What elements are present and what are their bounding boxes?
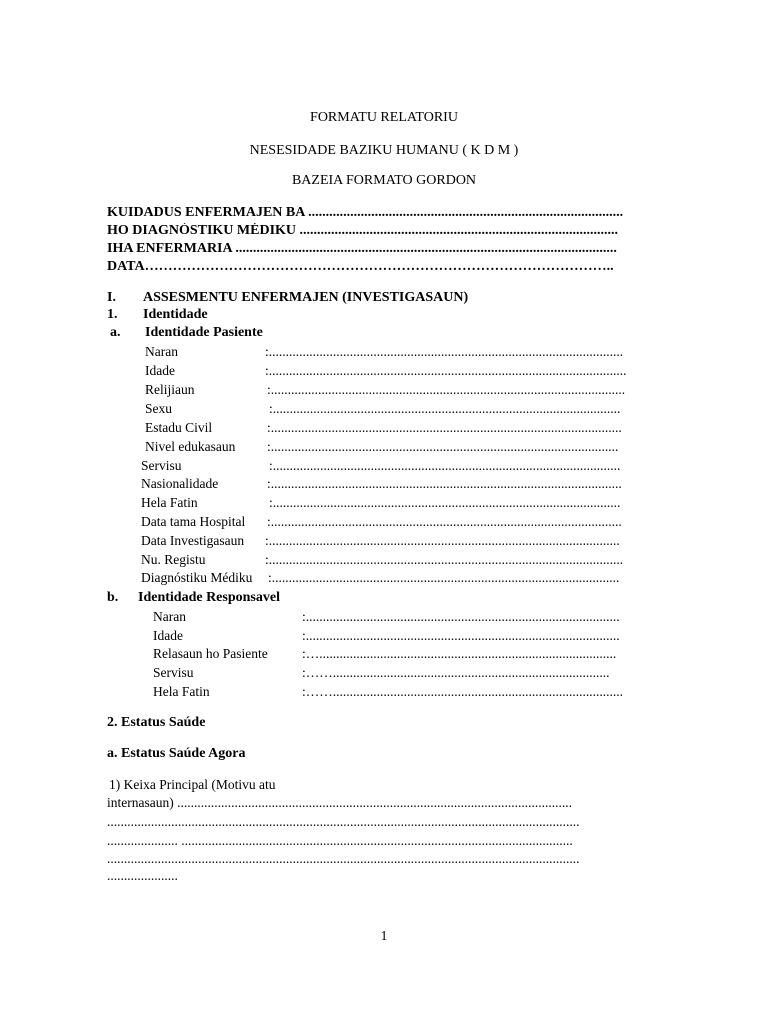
dotted-line: ............................................................................................................................................ — [107, 814, 580, 829]
field-label: Servisu — [153, 665, 194, 680]
field-fill: :........................................................................................................ — [267, 514, 622, 529]
document-subtitle: NESESIDADE BAZIKU HUMANU ( K D M ) — [249, 143, 519, 158]
field-fill: :.......................................................................................................... — [265, 363, 627, 378]
field-label: Data Investigasaun — [141, 533, 245, 548]
document-title: FORMATU RELATORIU — [310, 110, 458, 125]
field-fill: :....................................................................................................... — [268, 570, 620, 585]
field-fill: :......................................................................................................... — [265, 552, 624, 567]
header-line-data: DATA……………………………………………………………………………………….. — [107, 259, 614, 274]
field-label: Diagnóstiku Médiku — [141, 570, 253, 585]
document-subtitle-2: BAZEIA FORMATO GORDON — [291, 173, 477, 188]
field-label: Naran — [153, 609, 186, 624]
field-fill: :......................................................................................................... — [267, 382, 626, 397]
field-label: Nasionalidade — [141, 476, 219, 491]
field-fill: :…........................................................................................ — [302, 646, 617, 661]
field-fill: :........................................................................................................ — [267, 476, 622, 491]
subsection-a-number: a. — [110, 325, 121, 340]
field-fill: :............................................................................................. — [302, 609, 620, 624]
field-fill: :............................................................................................. — [302, 628, 620, 643]
field-fill: :…….................................................................................. — [302, 665, 610, 680]
field-label: Estadu Civil — [145, 420, 213, 435]
page-number: 1 — [380, 928, 388, 943]
field-fill: :........................................................................................................ — [265, 533, 620, 548]
field-fill: :....................................................................................................... — [269, 458, 621, 473]
field-label: Idade — [145, 363, 175, 378]
section-number: I. — [107, 290, 116, 305]
header-line-enfermaria: IHA ENFERMARIA ............................................................................................................. — [107, 241, 617, 256]
field-label: Data tama Hospital — [141, 514, 246, 529]
dotted-line: ............................................................................................................................................ — [107, 851, 580, 866]
field-label: Hela Fatin — [141, 495, 198, 510]
section-2-title: 2. Estatus Saúde — [107, 715, 206, 730]
field-label: Relasaun ho Pasiente — [153, 646, 268, 661]
field-fill: :……...................................................................................... — [302, 684, 624, 699]
field-fill: :....................................................................................................... — [269, 401, 621, 416]
field-label: Idade — [153, 628, 183, 643]
field-label: Naran — [145, 344, 178, 359]
field-label: Relijiaun — [145, 382, 195, 397]
subsection-b-number: b. — [107, 590, 119, 605]
field-label: Nivel edukasaun — [145, 439, 236, 454]
header-line-diagnostiku: HO DIAGNÓSTIKU MÉDIKU ........................................................................................... — [107, 223, 619, 238]
field-fill: :....................................................................................................... — [269, 495, 621, 510]
dotted-line: ..................... .................................................................................................................... — [107, 833, 573, 848]
field-label: Sexu — [145, 401, 172, 416]
subsection-a-title: Identidade Pasiente — [145, 325, 263, 340]
header-line-kuidadus: KUIDADUS ENFERMAJEN BA .......................................................................................... — [107, 205, 624, 220]
subsection-b-title: Identidade Responsavel — [138, 590, 280, 605]
dotted-line: ..................... — [107, 868, 178, 883]
field-fill: :........................................................................................................ — [267, 420, 622, 435]
subsection-number: 1. — [107, 307, 118, 322]
section-title: ASSESMENTU ENFERMAJEN (INVESTIGASAUN) — [143, 290, 469, 305]
keixa-principal-line: internasaun) ..................................................................................................................... — [107, 795, 572, 810]
field-label: Hela Fatin — [153, 684, 210, 699]
field-fill: :......................................................................................................... — [265, 344, 624, 359]
subsection-title: Identidade — [143, 307, 208, 322]
field-label: Servisu — [141, 458, 182, 473]
field-fill: :....................................................................................................... — [267, 439, 619, 454]
keixa-principal-label: 1) Keixa Principal (Motivu atu — [109, 777, 276, 792]
section-2a-title: a. Estatus Saúde Agora — [107, 746, 246, 761]
field-label: Nu. Registu — [141, 552, 206, 567]
